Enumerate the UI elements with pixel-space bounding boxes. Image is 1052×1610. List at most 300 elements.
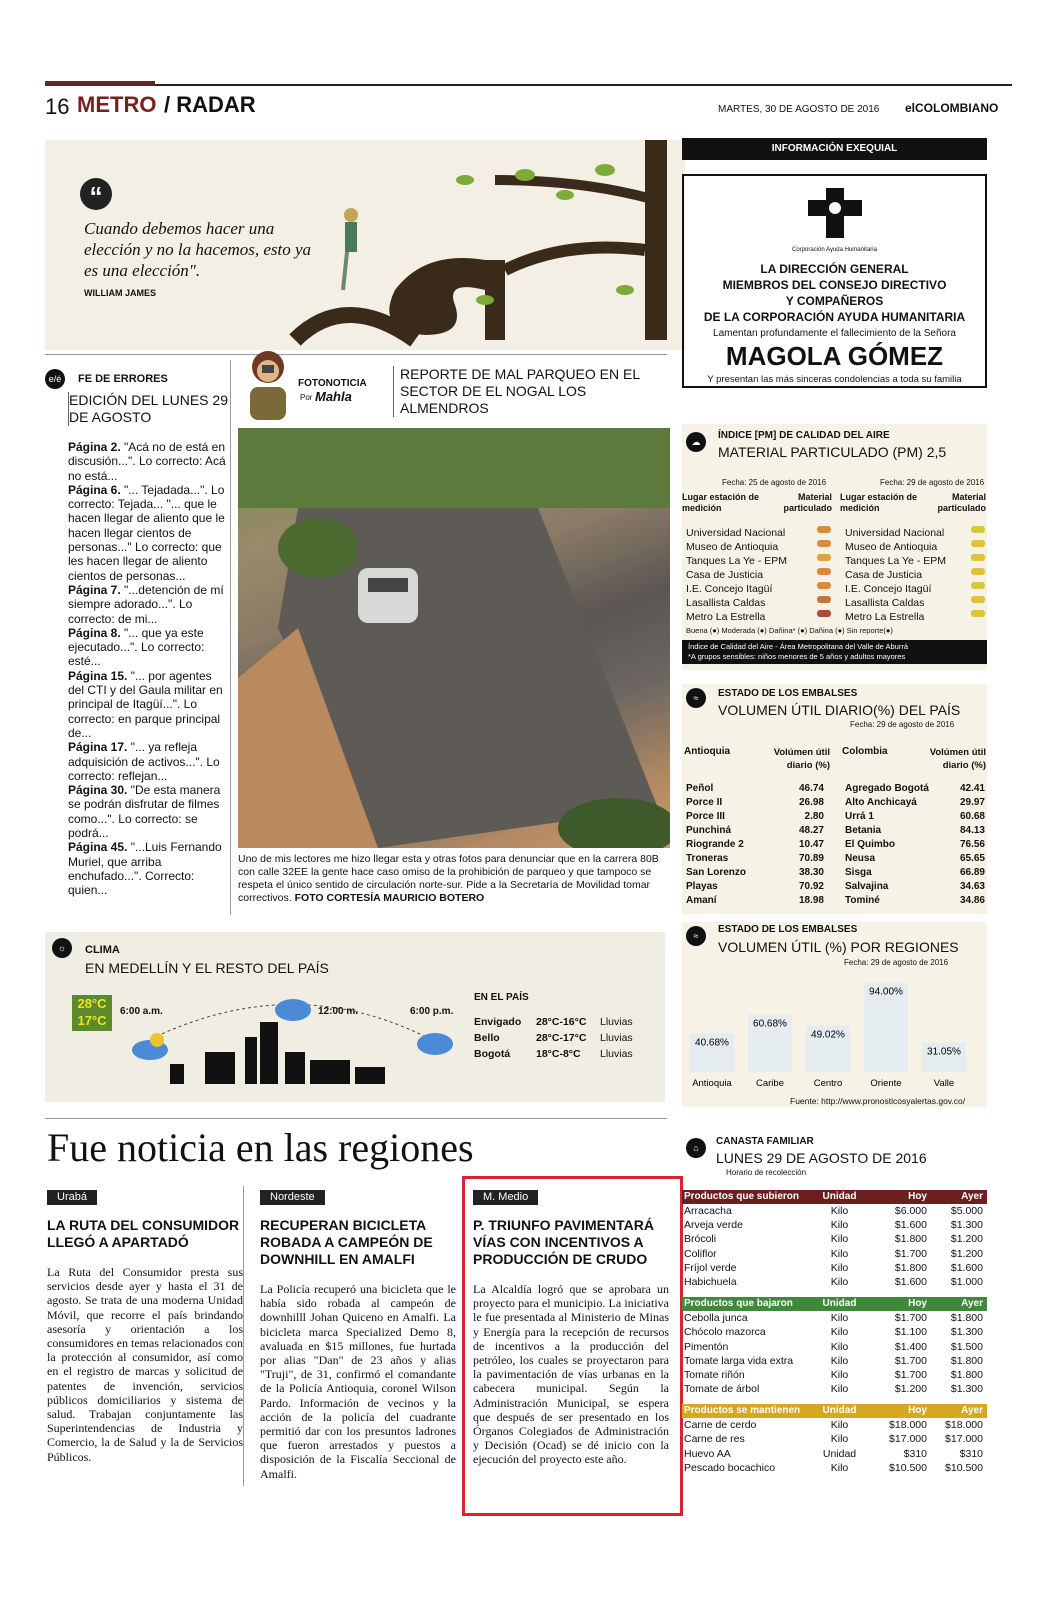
erratum-page: Página 30. [68, 783, 128, 798]
issue-date: MARTES, 30 DE AGOSTO DE 2016 [718, 104, 880, 115]
reservoir-name: Salvajina [845, 881, 889, 892]
emb-table-colombia [845, 782, 985, 908]
station-name: Lasallista Caldas [686, 597, 766, 609]
unit: Kilo [830, 1275, 849, 1288]
product-name: Pimentón [684, 1340, 729, 1353]
station-name: Universidad Nacional [686, 527, 786, 539]
obit-line: LA DIRECCIÓN GENERAL [760, 262, 909, 276]
quote-icon: “ [80, 178, 112, 210]
obit-line: MIEMBROS DEL CONSEJO DIRECTIVO [722, 278, 947, 292]
reservoir-value: 46.74 [798, 783, 824, 794]
price-yesterday: $1.800 [950, 1368, 983, 1381]
bar-category-label: Caribe [756, 1078, 784, 1089]
subsection-name: / RADAR [164, 92, 256, 117]
erratum-item: Página 6. "... Tejadada...". Lo correcto: Tejada... "... que le hacen llegar de aliento que le hacen llegar cientos de personas..." Lo correcto: que les hacen llegar de aliento cientos de personas... [68, 482, 225, 583]
station-name: Tanques La Ye - EPM [686, 555, 787, 567]
air-table-1 [686, 526, 831, 624]
time-evening: 6:00 p.m. [410, 1006, 454, 1017]
pm-dot [817, 596, 831, 603]
erratum-page: Página 2. [68, 440, 121, 454]
reservoir-name: Porce III [686, 811, 725, 822]
station-name: Metro La Estrella [845, 611, 925, 623]
city-name: Envigado [474, 1016, 522, 1028]
pm-dot [971, 582, 985, 589]
reservoir-name: Peñol [686, 783, 714, 794]
col-unit: Unidad [822, 1191, 857, 1202]
price-yesterday: $310 [959, 1447, 983, 1460]
pm-dot [971, 540, 985, 547]
erratum-item: Página 17. "... ya refleja adquisición de activos...". Lo correcto: reflejan... [68, 740, 220, 783]
article-body: La Policía recuperó una bicicleta que le había sido robada al campeón de downhilll Johan Quiceno en Amalfi. La bicicleta marca Specialized Demo 8, avaluada en $15 millones, fue hurtada por alias "Dan" de 23 años y alias "Truji", de 31, confirmó el comandante de la Policía Antioquia, coronel Wilson Pardo. Información de vecinos y la acción de la policía del cuadrante permitió dar con los presuntos ladrones que fueron arrestados y puestos a disposición de la Fiscalía Seccional de Amalfi. [260, 1282, 456, 1481]
air-row [845, 540, 985, 554]
fotonoticia-label: FOTONOTICIA [298, 378, 367, 389]
reservoir-name: Playas [686, 881, 718, 892]
quote-text: Cuando debemos hacer una elección y no la hacemos, esto ya es una elección". [84, 219, 312, 280]
reservoir-row [845, 866, 985, 880]
pm-dot [817, 540, 831, 547]
price-table-header [682, 1190, 987, 1204]
product-name: Tomate larga vida extra [684, 1354, 794, 1367]
air-row [686, 540, 831, 554]
air-row [686, 526, 831, 540]
air-icon: ☁ [686, 432, 706, 452]
region-tag: Nordeste [260, 1190, 325, 1205]
erratum-page: Página 15. [68, 668, 128, 683]
obit-condolence: Y presentan las más sinceras condolencias a toda su familia [707, 374, 962, 385]
price-today: $6.000 [894, 1205, 927, 1217]
unit: Unidad [822, 1447, 857, 1460]
unit: Kilo [830, 1419, 849, 1432]
price-today: $18.000 [889, 1419, 927, 1432]
reservoir-row [686, 796, 824, 810]
divider [230, 360, 231, 915]
region-tag: Urabá [47, 1190, 97, 1205]
col-unit: Unidad [822, 1405, 857, 1417]
price-today: $1.600 [894, 1219, 927, 1232]
unit: Kilo [830, 1461, 849, 1474]
emb-date: Fecha: 29 de agosto de 2016 [850, 720, 955, 729]
divider [45, 1118, 667, 1119]
paper-logo: elCOLOMBIANO [905, 101, 999, 115]
emb-h-vol-1: Volúmen útil diario (%) [773, 747, 830, 771]
air-col-material-1: Material particulado [783, 492, 832, 513]
pm-dot [971, 568, 985, 575]
article-body: La Alcaldía logró que se aprobara un proyecto para el municipio. La iniciativa le fue presentada al Ministerio de Minas y Energía para la recepción de recursos de incentivos a la producción del petróleo, los cuales se proyectaron para la pavimentación de vías urbanas en la cabecera municipal. Según la Administración Municipal, se espera que después de ser presentado en los Órganos Colegiados de Administración y Decisión (Ocad) se dé inicio con la ejecución del proyecto este año. [473, 1282, 669, 1467]
price-today: $1.600 [894, 1275, 927, 1288]
erratum-page: Página 17. [68, 740, 128, 755]
pais-label: EN EL PAÍS [474, 992, 529, 1003]
bar-category-label: Oriente [870, 1078, 902, 1089]
air-row [686, 568, 831, 582]
regions-bar-chart [682, 972, 987, 1092]
reservoir-value: 84.13 [959, 825, 985, 836]
price-row [682, 1247, 987, 1261]
reservoir-row [686, 866, 824, 880]
product-name: Carne de cerdo [684, 1419, 757, 1432]
price-today: $1.400 [894, 1340, 927, 1353]
reservoir-name: Neusa [845, 853, 876, 864]
air-row [845, 554, 985, 568]
price-yesterday: $1.500 [950, 1340, 983, 1353]
col-today: Hoy [908, 1298, 927, 1310]
reservoir-value: 34.63 [959, 881, 985, 892]
price-row [682, 1261, 987, 1275]
air-footer: Índice de Calidad del Aire - Área Metropolitana del Valle de Aburrá *A grupos sensibles: niños menores de 5 años y adultos mayores [682, 640, 987, 664]
divider [243, 1186, 244, 1486]
price-today: $1.100 [894, 1326, 927, 1339]
pm-dot [817, 610, 831, 617]
emb-h-col: Colombia [842, 746, 888, 757]
price-yesterday: $1.200 [950, 1233, 983, 1246]
reservoir-value: 38.30 [798, 867, 824, 878]
product-name: Arracacha [684, 1205, 732, 1217]
station-name: Casa de Justicia [686, 569, 764, 581]
price-today: $1.700 [894, 1368, 927, 1381]
bar-value-label: 49.02% [811, 1029, 845, 1041]
erratum-item: Página 45. "...Luis Fernando Muriel, que arriba enchufado...". Correcto: quien... [68, 840, 222, 898]
erratum-item: Página 7. "...detención de mí siempre adorado...". Lo correcto: de mi... [68, 582, 224, 626]
reservoir-row [845, 810, 985, 824]
reservoir-name: Riogrande 2 [686, 839, 744, 850]
station-name: I.E. Concejo Itagüí [845, 583, 932, 595]
col-today: Hoy [908, 1191, 927, 1202]
section-name: METRO [77, 92, 157, 117]
station-name: Universidad Nacional [845, 527, 945, 539]
station-name: I.E. Concejo Itagüí [686, 583, 773, 595]
canasta-title: LUNES 29 DE AGOSTO DE 2016 [716, 1150, 927, 1166]
price-yesterday: $1.300 [950, 1326, 983, 1339]
regions-chart-box [682, 922, 987, 1107]
air-row [845, 568, 985, 582]
emb-h-vol-2: Volúmen útil diario (%) [929, 747, 986, 771]
price-yesterday: $1.800 [950, 1354, 983, 1367]
unit: Kilo [830, 1205, 849, 1217]
obit-line: Y COMPAÑEROS [785, 294, 884, 308]
air-label: ÍNDICE [PM] DE CALIDAD DEL AIRE [718, 430, 890, 441]
air-table-2 [845, 526, 985, 624]
canasta-subtitle: Horario de recolección [726, 1168, 807, 1177]
price-yesterday: $18.000 [945, 1419, 983, 1432]
time-morning: 6:00 a.m. [120, 1006, 163, 1017]
city-name: Bogotá [474, 1048, 511, 1060]
city-temp: 28°C-16°C [536, 1016, 587, 1028]
fe-errores-icon: e/é [45, 369, 65, 389]
price-row [682, 1461, 987, 1475]
obit-line: DE LA CORPORACIÓN AYUDA HUMANITARIA [703, 310, 966, 324]
price-row [682, 1311, 987, 1325]
col-yesterday: Ayer [961, 1298, 983, 1310]
article-body: La Ruta del Consumidor presta sus servicios desde ayer y hasta el 31 de agosto. Se trata de una moderna Unidad Móvil, que recorre el país brindando asesoría y orientación a los consumidores en temas relacionados con la protección al consumidor, así como en el registro de marcas y solicitud de patentes de invención, servicios públicos domiciliarios y sistema de salud. Trabajan conjuntamente las Superintendencias de Industria y Comercio, la de Salud y la de Servicios Públicos. [47, 1265, 243, 1464]
page-number: 16 [45, 94, 70, 119]
reservoir-name: Alto Anchicayá [845, 797, 917, 808]
pm-dot [817, 554, 831, 561]
fe-errores-edition: EDICIÓN DEL LUNES 29 DE AGOSTO [69, 392, 228, 425]
emb-label: ESTADO DE LOS EMBALSES [718, 688, 858, 699]
price-row [682, 1368, 987, 1382]
bar-category-label: Antioquia [692, 1078, 732, 1089]
product-name: Pescado bocachico [684, 1461, 776, 1474]
obituary-notice [682, 138, 987, 396]
clima-label: CLIMA [85, 944, 120, 956]
station-name: Lasallista Caldas [845, 597, 925, 609]
bar-value-label: 31.05% [927, 1046, 961, 1058]
air-title: MATERIAL PARTICULADO (PM) 2,5 [718, 444, 947, 460]
price-row [682, 1432, 987, 1446]
reservoir-name: Amaní [686, 895, 717, 906]
product-name: Habichuela [684, 1275, 737, 1288]
pm-dot [971, 554, 985, 561]
station-name: Museo de Antioquia [845, 541, 938, 553]
reservoir-value: 34.86 [959, 895, 985, 906]
reservoir-name: Porce II [686, 797, 723, 808]
col-product: Productos que subieron [684, 1191, 800, 1202]
air-row [686, 596, 831, 610]
article-title: RECUPERAN BICICLETA ROBADA A CAMPEÓN DE DOWNHILL EN AMALFI [260, 1217, 433, 1267]
price-today: $1.700 [894, 1312, 927, 1325]
reservoir-row [686, 810, 824, 824]
reservoir-row [845, 824, 985, 838]
clima-title: EN MEDELLÍN Y EL RESTO DEL PAÍS [85, 960, 329, 976]
header-rule [45, 84, 1012, 86]
unit: Kilo [830, 1383, 849, 1396]
air-quality-box [682, 424, 987, 670]
reservoir-row [845, 838, 985, 852]
reservoir-value: 26.98 [798, 797, 824, 808]
basket-icon: ⌂ [686, 1138, 706, 1158]
reservoir-name: El Quimbo [845, 839, 895, 850]
product-name: Arveja verde [684, 1219, 743, 1232]
org-logo-text: Corporación Ayuda Humanitaria [792, 247, 877, 253]
price-row [682, 1218, 987, 1232]
price-yesterday: $1.300 [950, 1383, 983, 1396]
product-name: Tomate riñón [684, 1368, 745, 1381]
city-name: Bello [474, 1032, 500, 1044]
emb-table-antioquia [686, 782, 824, 908]
price-yesterday: $5.000 [950, 1205, 983, 1217]
product-name: Tomate de árbol [684, 1383, 760, 1396]
reservoir-icon: ≈ [686, 688, 706, 708]
air-row [686, 610, 831, 624]
price-row [682, 1232, 987, 1246]
emb-title: VOLUMEN ÚTIL DIARIO(%) DEL PAÍS [718, 702, 961, 718]
reservoir-value: 66.89 [959, 867, 985, 878]
city-cond: Lluvias [600, 1016, 633, 1028]
reservoir-name: Betania [845, 825, 882, 836]
price-today: $17.000 [889, 1433, 927, 1446]
deceased-name: MAGOLA GÓMEZ [725, 341, 944, 371]
price-row [682, 1204, 987, 1218]
station-name: Casa de Justicia [845, 569, 923, 581]
price-yesterday: $1.300 [950, 1219, 983, 1232]
erratum-page: Página 45. [68, 840, 128, 855]
cross-logo-icon [800, 184, 870, 246]
fe-errores-label: FE DE ERRORES [78, 373, 168, 385]
col-yesterday: Ayer [961, 1191, 983, 1202]
reservoir-row [845, 852, 985, 866]
price-today: $1.700 [894, 1354, 927, 1367]
reservoir-row [845, 894, 985, 908]
city-row [474, 1046, 633, 1062]
reservoir-row [845, 796, 985, 810]
divider [45, 354, 667, 355]
article-title: P. TRIUNFO PAVIMENTARÁ VÍAS CON INCENTIVOS A PRODUCCIÓN DE CRUDO [473, 1217, 654, 1267]
col-yesterday: Ayer [961, 1405, 983, 1417]
product-name: Huevo AA [684, 1447, 731, 1460]
product-name: Cebolla junca [684, 1312, 748, 1325]
bar-value-label: 40.68% [695, 1037, 729, 1049]
city-weather-table [474, 1014, 633, 1062]
reservoir-row [686, 852, 824, 866]
unit: Kilo [830, 1433, 849, 1446]
price-yesterday: $10.500 [945, 1461, 983, 1474]
air-date-1: Fecha: 25 de agosto de 2016 [722, 478, 827, 487]
price-yesterday: $1.000 [950, 1275, 983, 1288]
unit: Kilo [830, 1261, 849, 1274]
price-today: $310 [903, 1447, 927, 1460]
reservoir-row [686, 894, 824, 908]
unit: Kilo [830, 1247, 849, 1260]
bar-value-label: 60.68% [753, 1018, 787, 1030]
city-temp: 28°C-17°C [536, 1032, 587, 1044]
reservoir-value: 2.80 [804, 811, 824, 822]
fotonoticia-by: Por [300, 393, 313, 402]
canasta-box [682, 1132, 987, 1492]
reservoir-name: Tominé [845, 895, 880, 906]
reg-date: Fecha: 29 de agosto de 2016 [844, 958, 949, 967]
col-today: Hoy [908, 1405, 927, 1417]
article-nordeste [260, 1187, 456, 1481]
station-name: Tanques La Ye - EPM [845, 555, 946, 567]
unit: Kilo [830, 1219, 849, 1232]
price-row [682, 1447, 987, 1461]
city-temp: 18°C-8°C [536, 1048, 581, 1060]
city-row [474, 1014, 633, 1030]
photo-credit: FOTO CORTESÍA MAURICIO BOTERO [294, 892, 485, 904]
reservoir-value: 18.98 [798, 895, 824, 906]
price-today: $1.200 [894, 1383, 927, 1396]
regions-title: Fue noticia en las regiones [47, 1125, 474, 1170]
reservoir-value: 10.47 [798, 839, 824, 850]
price-yesterday: $17.000 [945, 1433, 983, 1446]
exequial-bar: INFORMACIÓN EXEQUIAL [682, 138, 987, 160]
region-tag: M. Medio [473, 1190, 538, 1205]
erratum-item: Página 30. "De esta manera se podrán disfrutar de filmes como...". Lo correcto: se podrá... [68, 783, 221, 841]
fe-errores-list [68, 440, 228, 898]
reservoir-value: 48.27 [798, 825, 824, 836]
price-today: $1.800 [894, 1233, 927, 1246]
reservoir-value: 76.56 [959, 839, 985, 850]
erratum-page: Página 8. [68, 625, 121, 640]
time-noon: 12:00 m. [318, 1006, 359, 1017]
reservoir-value: 70.89 [798, 853, 824, 864]
pm-dot [971, 610, 985, 617]
source-note: Fuente: http://www.pronosticosyalertas.gov.co/ [790, 1096, 966, 1106]
reservoir-row [686, 880, 824, 894]
price-row [682, 1275, 987, 1289]
price-table-header [682, 1404, 987, 1418]
air-legend: Buena (●) Moderada (●) Dañina* (●) Dañina (●) Sin reporte(●) [686, 626, 893, 635]
air-col-material-2: Material particulado [937, 492, 986, 513]
bar-category-label: Centro [813, 1078, 843, 1089]
pm-dot [817, 526, 831, 533]
reg-title: VOLUMEN ÚTIL (%) POR REGIONES [718, 939, 959, 955]
air-col-station-2: Lugar estación de medición [840, 492, 918, 513]
reservoir-row [686, 782, 824, 796]
reservoir-name: Urrá 1 [845, 811, 874, 822]
air-row [845, 582, 985, 596]
unit: Kilo [830, 1326, 849, 1339]
air-col-station-1: Lugar estación de medición [682, 492, 760, 513]
unit: Kilo [830, 1368, 849, 1381]
reservoir-value: 29.97 [959, 797, 985, 808]
price-tables [682, 1190, 987, 1475]
reservoir-value: 70.92 [798, 881, 824, 892]
reservoir-value: 60.68 [959, 811, 985, 822]
air-row [686, 554, 831, 568]
unit: Kilo [830, 1340, 849, 1353]
reservoir-row [845, 880, 985, 894]
reg-label: ESTADO DE LOS EMBALSES [718, 924, 858, 935]
emb-h-ant: Antioquia [684, 746, 731, 757]
price-row [682, 1354, 987, 1368]
reservoir-row [845, 782, 985, 796]
erratum-item: Página 8. "... que ya este ejecutado...". Lo correcto: esté... [68, 625, 205, 669]
city-cond: Lluvias [600, 1048, 633, 1060]
col-unit: Unidad [822, 1298, 857, 1310]
product-name: Brócoli [684, 1233, 717, 1246]
pm-dot [971, 596, 985, 603]
price-row [682, 1340, 987, 1354]
product-name: Carne de res [684, 1433, 745, 1446]
air-date-2: Fecha: 29 de agosto de 2016 [880, 478, 985, 487]
air-row [845, 610, 985, 624]
fotonoticia-brand: Mahla [315, 389, 352, 404]
station-name: Museo de Antioquia [686, 541, 779, 553]
air-row [686, 582, 831, 596]
article-title: LA RUTA DEL CONSUMIDOR LLEGÓ A APARTADÓ [47, 1217, 240, 1250]
price-row [682, 1382, 987, 1396]
quote-author: WILLIAM JAMES [84, 288, 156, 298]
price-yesterday: $1.200 [950, 1247, 983, 1260]
unit: Kilo [830, 1312, 849, 1325]
price-yesterday: $1.800 [950, 1312, 983, 1325]
air-row [845, 526, 985, 540]
unit: Kilo [830, 1354, 849, 1367]
reservoirs-box [682, 684, 987, 914]
reservoir-value: 42.41 [959, 783, 985, 794]
erratum-page: Página 6. [68, 482, 121, 497]
obit-lines [684, 261, 985, 325]
station-name: Metro La Estrella [686, 611, 766, 623]
erratum-page: Página 7. [68, 582, 121, 597]
city-cond: Lluvias [600, 1032, 633, 1044]
reservoir-name: Punchiná [686, 825, 732, 836]
col-product: Productos que bajaron [684, 1298, 793, 1310]
pm-dot [971, 526, 985, 533]
air-row [845, 596, 985, 610]
highlight-box [462, 1176, 683, 1516]
price-table-header [682, 1297, 987, 1311]
price-yesterday: $1.600 [950, 1261, 983, 1274]
erratum-item: Página 2. "Acá no de está en discusión...". Lo correcto: Acá no está... [68, 440, 226, 483]
street-photo [238, 428, 670, 848]
pm-dot [817, 582, 831, 589]
reservoir-row [686, 838, 824, 852]
reservoir-name: Agregado Bogotá [845, 783, 929, 794]
clima-icon: ☼ [52, 938, 72, 958]
city-row [474, 1030, 633, 1046]
reservoir-name: Sisga [845, 867, 872, 878]
